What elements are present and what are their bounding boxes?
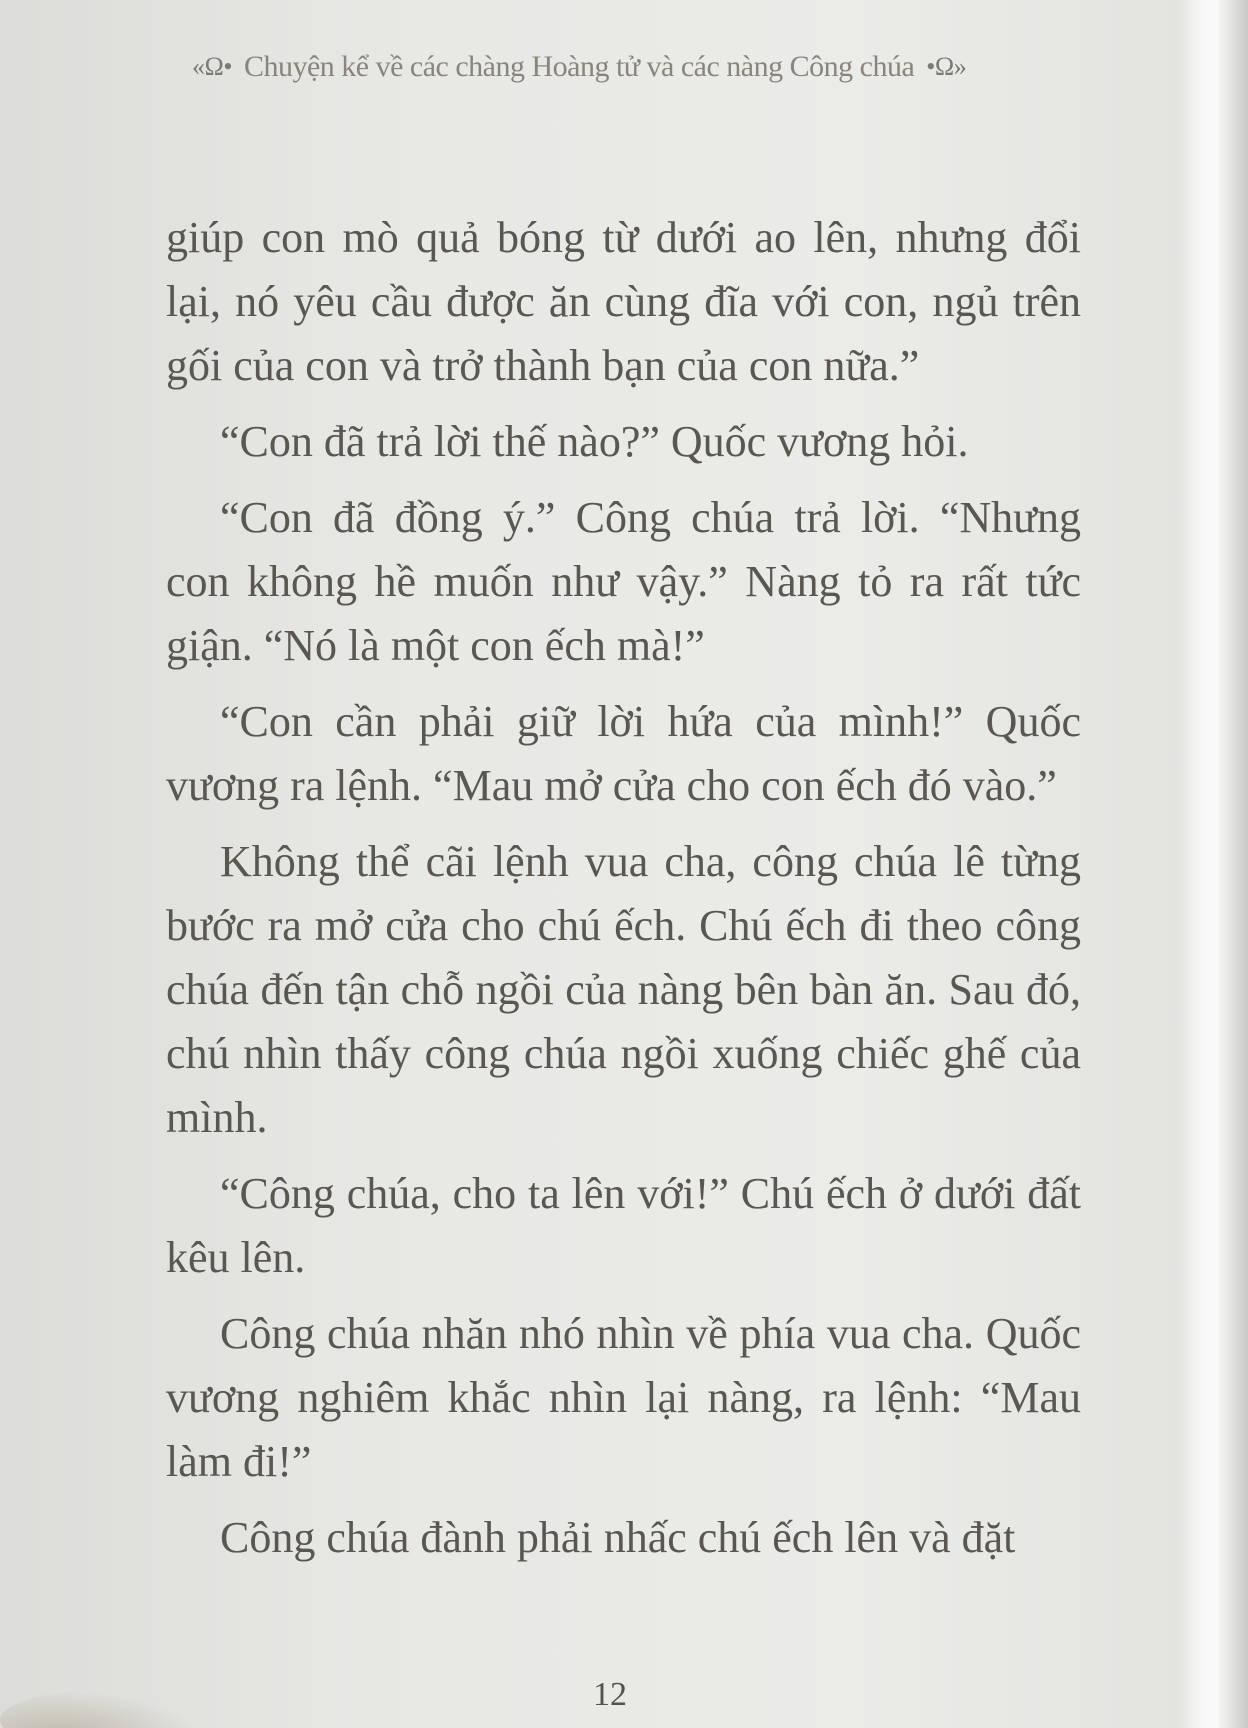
book-edge [1218, 0, 1248, 1728]
body-text [166, 206, 1081, 1582]
corner-shadow [0, 1690, 200, 1728]
paragraph-6: “Công chúa, cho ta lên với!” Chú ếch ở dưới đất kêu lên. [166, 1169, 1081, 1282]
paragraph-7: Công chúa nhăn nhó nhìn về phía vua cha. Quốc vương nghiêm khắc nhìn lại nàng, ra lệnh: “Mau làm đi!” [166, 1309, 1081, 1486]
running-header-title: Chuyện kể về các chàng Hoàng tử và các nàng Công chúa [243, 50, 915, 83]
running-header [180, 42, 1080, 92]
paragraph-5: Không thể cãi lệnh vua cha, công chúa lê từng bước ra mở cửa cho chú ếch. Chú ếch đi theo công chúa đến tận chỗ ngồi của nàng bên bàn ăn. Sau đó, chú nhìn thấy công chúa ngồi xuống chiếc ghế của mình. [166, 837, 1081, 1142]
page-number: 12 [593, 1676, 627, 1713]
page-edge-highlight [1178, 0, 1218, 1728]
paragraph-4: “Con cần phải giữ lời hứa của mình!” Quốc vương ra lệnh. “Mau mở cửa cho con ếch đó vào.” [166, 697, 1081, 810]
paragraph-1: giúp con mò quả bóng từ dưới ao lên, nhưng đổi lại, nó yêu cầu được ăn cùng đĩa với con, ngủ trên gối của con và trở thành bạn của con nữa.” [166, 213, 1081, 390]
ornament-right-icon: •Ω» [926, 52, 967, 81]
ornament-left-icon: «Ω• [192, 52, 232, 81]
paragraph-3: “Con đã đồng ý.” Công chúa trả lời. “Nhưng con không hề muốn như vậy.” Nàng tỏ ra rất tức giận. “Nó là một con ếch mà!” [166, 493, 1081, 670]
paragraph-8: Công chúa đành phải nhấc chú ếch lên và đặt [220, 1513, 1016, 1562]
paragraph-2: “Con đã trả lời thế nào?” Quốc vương hỏi. [220, 417, 969, 466]
